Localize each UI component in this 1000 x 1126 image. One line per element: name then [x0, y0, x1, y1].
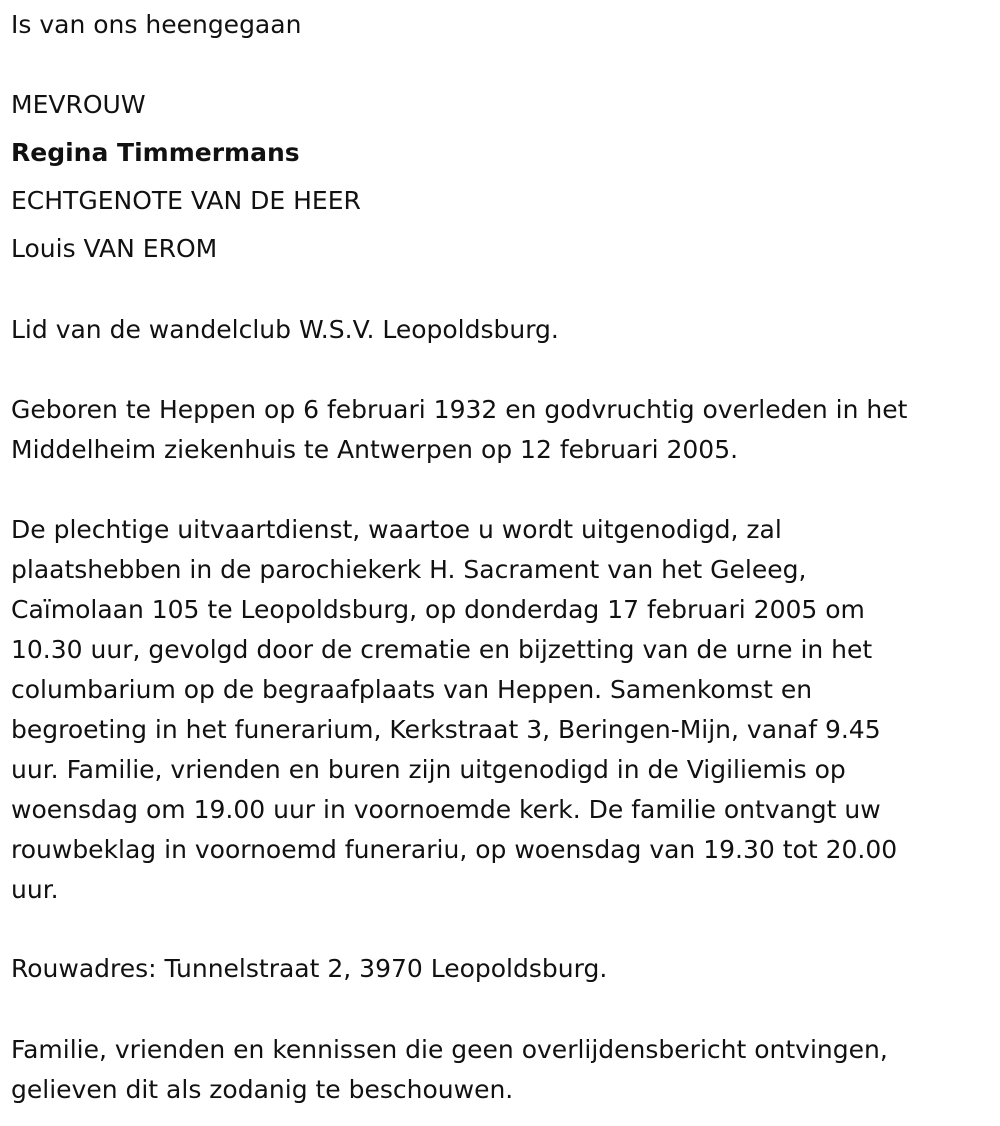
funeral-line: uur. [11, 875, 59, 904]
title-prefix: MEVROUW [11, 90, 146, 119]
deceased-name: Regina Timmermans [11, 138, 300, 167]
funeral-line: De plechtige uitvaartdienst, waartoe u wordt uitgenodigd, zal [11, 515, 782, 544]
address-text: Rouwadres: Tunnelstraat 2, 3970 Leopoldsburg. [11, 954, 608, 983]
funeral-paragraph [11, 510, 976, 910]
closing-line: gelieven dit als zodanig te beschouwen. [11, 1075, 514, 1104]
relation-text: ECHTGENOTE VAN DE HEER [11, 186, 361, 215]
closing-line: Familie, vrienden en kennissen die geen overlijdensbericht ontvingen, [11, 1035, 888, 1064]
membership-text: Lid van de wandelclub W.S.V. Leopoldsburg. [11, 315, 559, 344]
intro-text: Is van ons heengegaan [11, 10, 302, 39]
funeral-line: woensdag om 19.00 uur in voornoemde kerk. De familie ontvangt uw [11, 795, 881, 824]
birth-death-paragraph [11, 390, 976, 470]
funeral-line: 10.30 uur, gevolgd door de crematie en bijzetting van de urne in het [11, 635, 873, 664]
funeral-line: plaatshebben in de parochiekerk H. Sacrament van het Geleeg, [11, 555, 807, 584]
birth-death-line: Middelheim ziekenhuis te Antwerpen op 12 februari 2005. [11, 435, 739, 464]
funeral-line: uur. Familie, vrienden en buren zijn uitgenodigd in de Vigiliemis op [11, 755, 846, 784]
closing-paragraph [11, 1030, 976, 1110]
funeral-line: columbarium op de begraafplaats van Heppen. Samenkomst en [11, 675, 813, 704]
funeral-line: Caïmolaan 105 te Leopoldsburg, op donderdag 17 februari 2005 om [11, 595, 865, 624]
funeral-line: begroeting in het funerarium, Kerkstraat 3, Beringen-Mijn, vanaf 9.45 [11, 715, 881, 744]
birth-death-line: Geboren te Heppen op 6 februari 1932 en godvruchtig overleden in het [11, 395, 908, 424]
funeral-line: rouwbeklag in voornoemd funerariu, op woensdag van 19.30 tot 20.00 [11, 835, 898, 864]
spouse-name: Louis VAN EROM [11, 234, 218, 263]
